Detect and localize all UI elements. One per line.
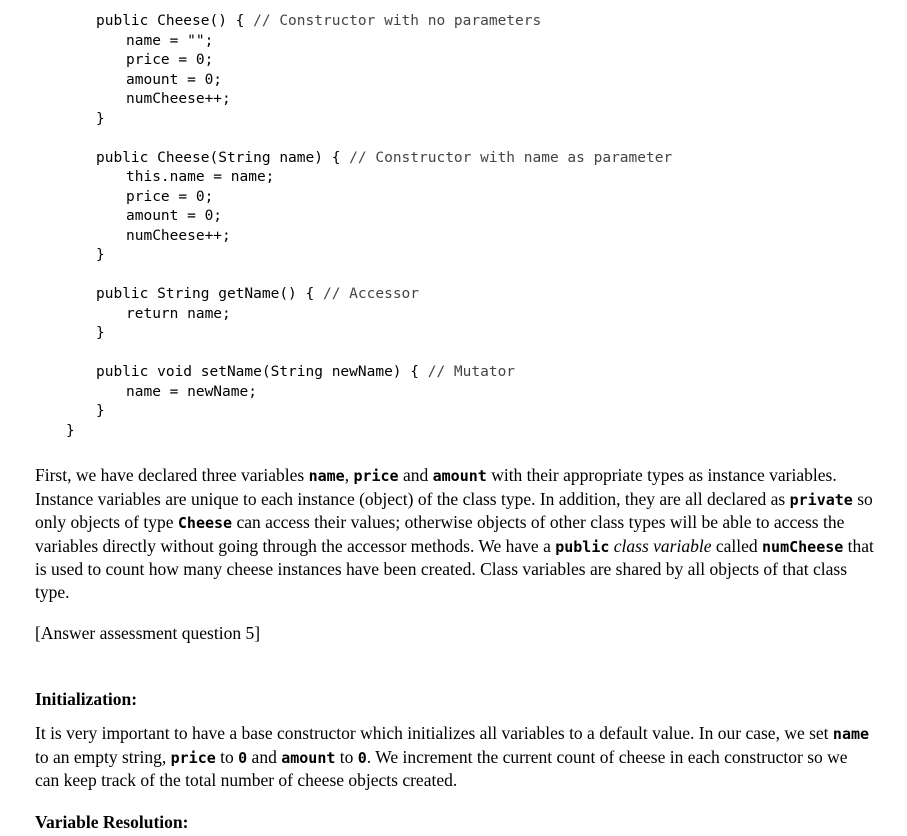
code-line — [126, 207, 222, 227]
code-comment: // Accessor — [322, 286, 420, 302]
code-text: public void setName(String newName) { — [96, 364, 428, 380]
code-line — [96, 246, 105, 266]
assessment-text: [Answer assessment question 5] — [35, 623, 261, 643]
code-text: amount = 0; — [126, 71, 223, 88]
code-line — [96, 149, 672, 169]
code-private: private — [789, 490, 853, 509]
heading-initialization: Initialization: — [35, 689, 138, 709]
code-price: price — [170, 748, 216, 767]
code-public: public — [555, 537, 610, 556]
heading-variable-resolution: Variable Resolution: — [35, 812, 189, 832]
code-cheese: Cheese — [177, 514, 233, 532]
code-text: } — [96, 110, 105, 127]
italic-class-variable: class variable — [613, 535, 712, 556]
text: to — [215, 746, 239, 767]
code-text: } — [96, 403, 105, 419]
code-numcheese: numCheese — [762, 537, 844, 556]
text: . We increment the current count of cheese in each constructor so we can keep track of the total number of cheese objects created. — [35, 746, 848, 790]
code-text: public String getName() { — [96, 286, 323, 302]
code-line — [126, 32, 213, 52]
code-line — [96, 110, 105, 130]
code-line — [126, 71, 222, 91]
code-text: amount = 0; — [126, 208, 223, 224]
paragraph-initialization — [35, 722, 875, 792]
code-text: } — [96, 325, 105, 341]
text: and — [398, 465, 433, 485]
text: that is used to count how many cheese instances have been created. Class variables are shared by all objects of that class type. — [35, 535, 874, 602]
code-line — [96, 285, 419, 305]
text: called — [711, 535, 763, 556]
code-line — [126, 51, 213, 71]
code-text: } — [66, 422, 75, 439]
text: , — [344, 465, 354, 485]
text: to — [335, 746, 358, 767]
code-line — [66, 422, 75, 442]
code-line — [126, 227, 231, 247]
text: with their appropriate types as instance variables. Instance variables are unique to each instance (object) of the class type. In addition, they are all declared as — [35, 465, 837, 509]
code-comment: // Constructor with name as parameter — [349, 149, 673, 166]
code-line — [126, 383, 257, 403]
code-comment: // Constructor with no parameters — [253, 13, 542, 29]
code-line — [96, 402, 105, 422]
text: to an empty string, — [35, 746, 171, 767]
code-name: name — [308, 467, 345, 485]
paragraph-instance-variables — [35, 464, 875, 603]
code-text: price = 0; — [126, 188, 214, 205]
text: and — [247, 746, 282, 767]
code-amount: amount — [432, 467, 487, 485]
code-zero: 0 — [238, 748, 248, 767]
code-line — [126, 305, 231, 325]
code-text: return name; — [126, 305, 231, 322]
code-price: price — [353, 467, 399, 485]
code-text: } — [96, 247, 105, 263]
code-text: public Cheese() { — [96, 13, 254, 29]
text: It is very important to have a base constructor which initializes all variables to a default value. In our case, we set — [35, 723, 833, 743]
code-text: price = 0; — [126, 52, 214, 68]
code-text: name = ""; — [126, 32, 214, 49]
code-line — [126, 168, 274, 188]
assessment-reference — [35, 622, 875, 645]
code-text: numCheese++; — [126, 91, 231, 107]
code-text: this.name = name; — [126, 169, 275, 185]
code-zero: 0 — [357, 748, 367, 767]
code-line — [96, 363, 515, 383]
text: First, we have declared three variables — [35, 465, 309, 485]
code-text: name = newName; — [126, 383, 257, 400]
code-text: numCheese++; — [126, 227, 231, 244]
code-line — [96, 12, 541, 32]
code-line — [96, 324, 105, 344]
code-line — [126, 188, 213, 208]
text: so only objects of type — [35, 488, 873, 532]
code-amount: amount — [281, 748, 336, 767]
code-text: public Cheese(String name) { — [96, 149, 350, 166]
code-name: name — [832, 725, 870, 743]
code-comment: // Mutator — [427, 364, 516, 380]
text: can access their values; otherwise objects of other class types will be able to access the variables directly without going through the accessor methods. We have a — [35, 512, 845, 556]
code-line — [126, 90, 231, 110]
